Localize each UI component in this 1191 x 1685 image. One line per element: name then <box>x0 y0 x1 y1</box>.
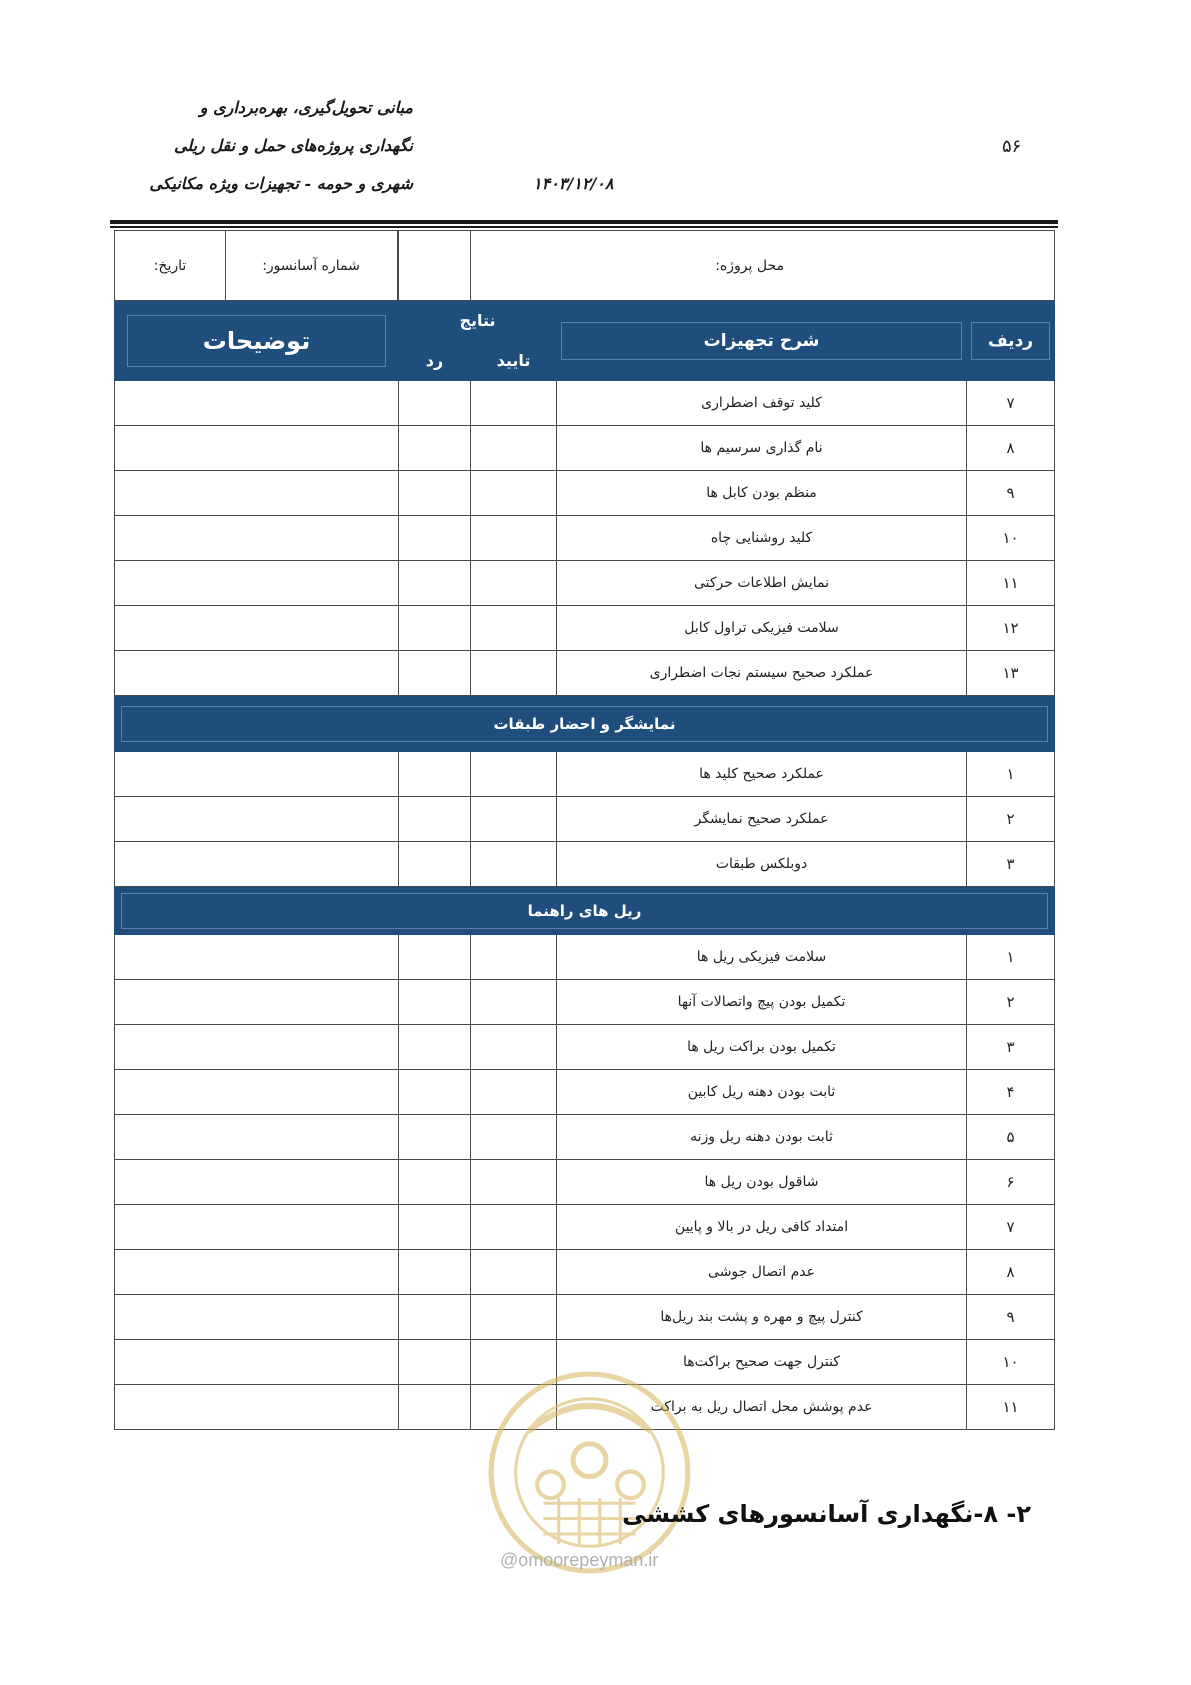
page-number: ۵۶ <box>1002 136 1022 157</box>
row-description: شاقول بودن ریل ها <box>557 1160 967 1205</box>
table-row <box>115 471 1055 516</box>
table-row <box>115 1115 1055 1160</box>
row-description: تکمیل بودن پیچ واتصالات آنها <box>557 980 967 1025</box>
notes-cell[interactable] <box>115 752 399 797</box>
table-row <box>115 651 1055 696</box>
reject-cell[interactable] <box>399 842 471 887</box>
header-rule-thin <box>110 226 1058 228</box>
row-description: عدم اتصال جوشی <box>557 1250 967 1295</box>
col-header-results <box>399 301 557 341</box>
row-number: ۷ <box>967 381 1055 426</box>
row-description: امتداد کافی ریل در بالا و پایین <box>557 1205 967 1250</box>
row-number: ۲ <box>967 980 1055 1025</box>
approve-cell[interactable] <box>471 1205 557 1250</box>
notes-cell[interactable] <box>115 842 399 887</box>
col-header-row <box>967 301 1055 381</box>
row-number: ۵ <box>967 1115 1055 1160</box>
row-number: ۱۱ <box>967 1385 1055 1430</box>
reject-cell[interactable] <box>399 1340 471 1385</box>
approve-cell[interactable] <box>471 842 557 887</box>
row-description: کلید توقف اضطراری <box>557 381 967 426</box>
approve-cell[interactable] <box>471 381 557 426</box>
table-row <box>115 1295 1055 1340</box>
col-header-description <box>557 301 967 381</box>
row-description: کنترل پیچ و مهره و پشت بند ریل‌ها <box>557 1295 967 1340</box>
approve-cell[interactable] <box>471 980 557 1025</box>
elevator-number-label: شماره آسانسور: <box>262 257 360 274</box>
reject-cell[interactable] <box>399 752 471 797</box>
notes-cell[interactable] <box>115 606 399 651</box>
col-notes-label: توضیحات <box>202 326 311 355</box>
reject-cell[interactable] <box>399 1250 471 1295</box>
approve-cell[interactable] <box>471 752 557 797</box>
notes-cell[interactable] <box>115 1115 399 1160</box>
row-number: ۹ <box>967 1295 1055 1340</box>
row-description: سلامت فیزیکی تراول کابل <box>557 606 967 651</box>
table-row <box>115 1205 1055 1250</box>
reject-cell[interactable] <box>399 1160 471 1205</box>
row-description: عملکرد صحیح کلید ها <box>557 752 967 797</box>
reject-cell[interactable] <box>399 797 471 842</box>
header-title-line3: شهری و حومه - تجهیزات ویژه مکانیکی <box>149 174 413 193</box>
notes-cell[interactable] <box>115 516 399 561</box>
row-description: منظم بودن کابل ها <box>557 471 967 516</box>
row-number: ۳ <box>967 842 1055 887</box>
section-display-band <box>115 696 1055 752</box>
row-number: ۱ <box>967 752 1055 797</box>
table-row <box>115 752 1055 797</box>
table-row <box>115 1025 1055 1070</box>
notes-cell[interactable] <box>115 651 399 696</box>
reject-cell[interactable] <box>399 1115 471 1160</box>
row-number: ۷ <box>967 1205 1055 1250</box>
row-description: عملکرد صحیح نمایشگر <box>557 797 967 842</box>
approve-cell[interactable] <box>471 651 557 696</box>
section-rails-band <box>115 887 1055 935</box>
reject-cell[interactable] <box>399 516 471 561</box>
notes-cell[interactable] <box>115 980 399 1025</box>
row-description: نمایش اطلاعات حرکتی <box>557 561 967 606</box>
approve-cell[interactable] <box>471 471 557 516</box>
header-rule-thick <box>110 220 1058 224</box>
approve-cell[interactable] <box>471 1115 557 1160</box>
row-number: ۸ <box>967 426 1055 471</box>
reject-cell[interactable] <box>399 1205 471 1250</box>
notes-cell[interactable] <box>115 381 399 426</box>
table-row <box>115 1250 1055 1295</box>
notes-cell[interactable] <box>115 1160 399 1205</box>
notes-cell[interactable] <box>115 561 399 606</box>
notes-cell[interactable] <box>115 1385 399 1430</box>
row-description: دوبلکس طبقات <box>557 842 967 887</box>
reject-cell[interactable] <box>399 935 471 980</box>
col-reject-label: رد <box>425 351 444 370</box>
project-location-cell <box>471 231 1055 301</box>
row-number: ۶ <box>967 1160 1055 1205</box>
notes-cell[interactable] <box>115 471 399 516</box>
row-number: ۲ <box>967 797 1055 842</box>
col-header-notes <box>115 301 399 381</box>
col-header-approve <box>471 341 557 381</box>
notes-cell[interactable] <box>115 1205 399 1250</box>
notes-cell[interactable] <box>115 1250 399 1295</box>
approve-cell[interactable] <box>471 1025 557 1070</box>
table-row <box>115 561 1055 606</box>
approve-cell[interactable] <box>471 516 557 561</box>
reject-cell[interactable] <box>399 471 471 516</box>
row-number: ۱۲ <box>967 606 1055 651</box>
row-number: ۱۰ <box>967 516 1055 561</box>
project-location-label: محل پروژه: <box>715 257 784 274</box>
elevator-number-cell <box>399 231 471 301</box>
approve-cell[interactable] <box>471 797 557 842</box>
reject-cell[interactable] <box>399 381 471 426</box>
row-number: ۱۳ <box>967 651 1055 696</box>
row-number: ۸ <box>967 1250 1055 1295</box>
row-description: ثابت بودن دهنه ریل وزنه <box>557 1115 967 1160</box>
approve-cell[interactable] <box>471 561 557 606</box>
reject-cell[interactable] <box>399 1070 471 1115</box>
col-header-reject <box>399 341 471 381</box>
notes-cell[interactable] <box>115 1340 399 1385</box>
watermark-text: @omoorepeyman.ir <box>500 1550 659 1570</box>
reject-cell[interactable] <box>399 561 471 606</box>
table-row <box>115 980 1055 1025</box>
notes-cell[interactable] <box>115 935 399 980</box>
table-row <box>115 516 1055 561</box>
header-title-line2: نگهداری پروژه‌های حمل و نقل ریلی <box>173 136 413 155</box>
header-title-line1: مبانی تحویل‌گیری، بهره‌برداری و <box>199 98 413 117</box>
notes-cell[interactable] <box>115 1025 399 1070</box>
col-row-label: ردیف <box>987 330 1034 351</box>
notes-cell[interactable] <box>115 1070 399 1115</box>
next-section-heading: ۲- ۸-نگهداری آسانسورهای کششی <box>622 1500 1031 1528</box>
col-approve-label: تایید <box>496 351 531 370</box>
header-date: ۱۴۰۳/۱۲/۰۸ <box>533 174 614 193</box>
table-row <box>115 1070 1055 1115</box>
approve-cell[interactable] <box>471 426 557 471</box>
table-row <box>115 797 1055 842</box>
approve-cell[interactable] <box>471 935 557 980</box>
reject-cell[interactable] <box>399 1295 471 1340</box>
row-number: ۱۰ <box>967 1340 1055 1385</box>
section-rails-title: ریل های راهنما <box>527 901 642 920</box>
approve-cell[interactable] <box>471 1250 557 1295</box>
reject-cell[interactable] <box>399 980 471 1025</box>
approve-cell[interactable] <box>471 1295 557 1340</box>
col-results-label: نتایج <box>459 311 496 330</box>
row-number: ۳ <box>967 1025 1055 1070</box>
approve-cell[interactable] <box>471 606 557 651</box>
reject-cell[interactable] <box>399 606 471 651</box>
col-description-label: شرح تجهیزات <box>703 330 820 351</box>
reject-cell[interactable] <box>399 1025 471 1070</box>
row-number: ۱ <box>967 935 1055 980</box>
omoor-peyman-stamp <box>487 1370 692 1575</box>
notes-cell[interactable] <box>115 426 399 471</box>
row-description: نام گذاری سرسیم ها <box>557 426 967 471</box>
row-description: تکمیل بودن براکت ریل ها <box>557 1025 967 1070</box>
reject-cell[interactable] <box>399 426 471 471</box>
table-row <box>115 606 1055 651</box>
date-label: تاریخ: <box>153 257 187 274</box>
section-display-title: نمایشگر و احضار طبقات <box>493 714 676 733</box>
row-description: کنترل جهت صحیح براکت‌ها <box>557 1340 967 1385</box>
row-number: ۹ <box>967 471 1055 516</box>
row-description: عدم پوشش محل اتصال ریل به براکت <box>557 1385 967 1430</box>
reject-cell[interactable] <box>399 1385 471 1430</box>
table-row <box>115 842 1055 887</box>
table-row <box>115 381 1055 426</box>
table-row <box>115 935 1055 980</box>
row-description: کلید روشنایی چاه <box>557 516 967 561</box>
row-number: ۱۱ <box>967 561 1055 606</box>
row-number: ۴ <box>967 1070 1055 1115</box>
approve-cell[interactable] <box>471 1070 557 1115</box>
row-description: عملکرد صحیح سیستم نجات اضطراری <box>557 651 967 696</box>
notes-cell[interactable] <box>115 797 399 842</box>
notes-cell[interactable] <box>115 1295 399 1340</box>
reject-cell[interactable] <box>399 651 471 696</box>
table-row <box>115 426 1055 471</box>
approve-cell[interactable] <box>471 1160 557 1205</box>
inspection-table <box>114 230 1055 1430</box>
table-row <box>115 1160 1055 1205</box>
elevator-date-cell <box>115 231 399 301</box>
row-description: سلامت فیزیکی ریل ها <box>557 935 967 980</box>
row-description: ثابت بودن دهنه ریل کابین <box>557 1070 967 1115</box>
